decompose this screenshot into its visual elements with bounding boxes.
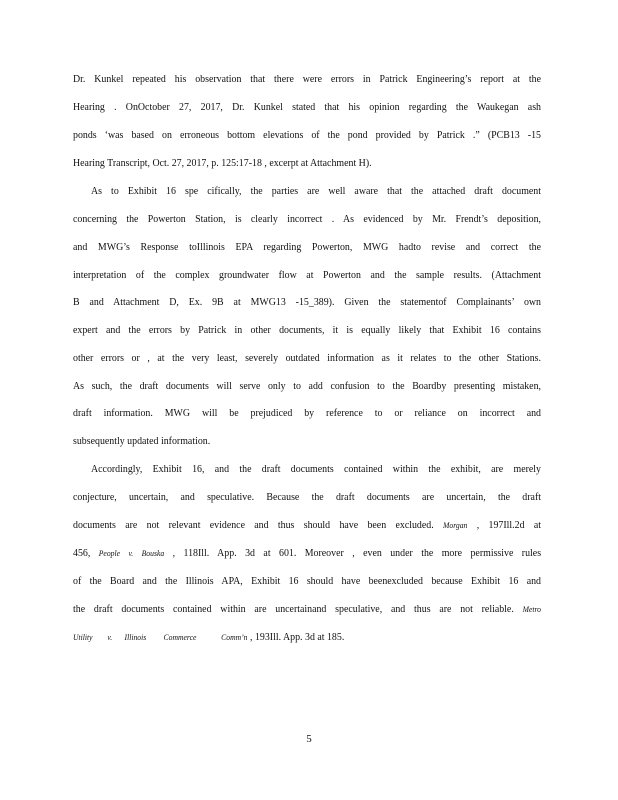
para1-line3: ponds ‘was based on erroneous bottom elevations of the pond provided by Patrick .” (PCB13 -15 <box>73 129 541 141</box>
page-number: 5 <box>306 733 312 745</box>
case-versus-2: v. <box>107 632 113 642</box>
metro-citation: , 193Ill. App. 3d at 185. <box>249 631 345 643</box>
para3-line3-text: documents are not relevant evidence and thus should have been excluded. <box>73 519 434 531</box>
people-citation: , 118Ill. App. 3d at 601. Moreover , even under the more permissive rules <box>172 547 542 559</box>
para3-line3 <box>73 518 541 532</box>
para2-line9: draft information. MWG will be prejudiced by reference to or reliance on incorrect and <box>73 407 541 419</box>
para3-line7 <box>73 630 541 644</box>
para1-line1: Dr. Kunkel repeated his observation that there were errors in Patrick Engineering’s report at the <box>73 73 541 85</box>
para1-line4: Hearing Transcript, Oct. 27, 2017, p. 125:17-18 , excerpt at Attachment H). <box>73 157 372 169</box>
para3-line1: Accordingly, Exhibit 16, and the draft documents contained within the exhibit, are merely <box>91 463 541 475</box>
para3-line5: of the Board and the Illinois APA, Exhibit 16 should have beenexcluded because Exhibit 16 and <box>73 575 541 587</box>
case-name-bouska: Bouska <box>141 548 165 558</box>
para3-line4-start: 456, <box>73 547 91 559</box>
case-name-morgan: Morgan <box>443 520 468 530</box>
para2-line4: interpretation of the complex groundwater flow at Powerton and the sample results. (Attachment <box>73 269 541 281</box>
para2-line1: As to Exhibit 16 spe cifically, the parties are well aware that the attached draft document <box>91 185 541 197</box>
para2-line7: other errors or , at the very least, severely outdated information as it relates to the other Stations. <box>73 352 541 364</box>
para3-line6-text: the draft documents contained within are uncertainand speculative, and thus are not reliable. <box>73 603 514 615</box>
para3-line6 <box>73 602 541 616</box>
morgan-citation: , 197Ill.2d at <box>476 519 541 531</box>
para2-line2: concerning the Powerton Station, is clearly incorrect . As evidenced by Mr. Frendt’s deposition, <box>73 213 541 225</box>
case-name-commn: Comm’n <box>221 632 248 642</box>
case-name-people: People <box>98 548 121 558</box>
case-name-commerce: Commerce <box>163 632 197 642</box>
case-name-illinois: Illinois <box>124 632 147 642</box>
case-versus-1: v. <box>128 548 134 558</box>
para3-line2: conjecture, uncertain, and speculative. Because the draft documents are uncertain, the draft <box>73 491 541 503</box>
para2-line10: subsequently updated information. <box>73 435 211 447</box>
para2-line5: B and Attachment D, Ex. 9B at MWG13 -15_389). Given the statementof Complainants’ own <box>73 296 541 308</box>
para1-line2: Hearing . OnOctober 27, 2017, Dr. Kunkel stated that his opinion regarding the Waukegan ash <box>73 101 541 113</box>
case-name-metro: Metro <box>522 604 542 614</box>
case-name-utility: Utility <box>73 632 93 642</box>
para2-line6: expert and the errors by Patrick in other documents, it is equally likely that Exhibit 16 contains <box>73 324 541 336</box>
para2-line8: As such, the draft documents will serve only to add confusion to the Boardby presenting mistaken, <box>73 380 541 392</box>
para3-line4 <box>73 546 541 560</box>
para2-line3: and MWG’s Response toIllinois EPA regarding Powerton, MWG hadto revise and correct the <box>73 241 541 253</box>
